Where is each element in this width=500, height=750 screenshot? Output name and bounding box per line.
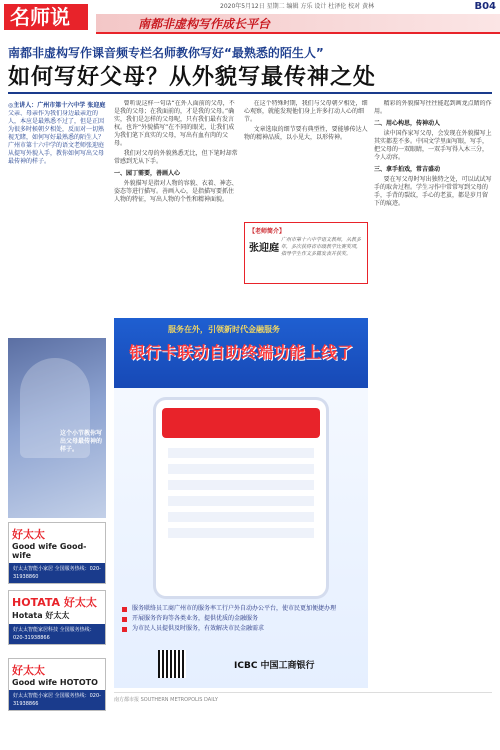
- page-header: [0, 0, 500, 40]
- ad-brand-sub: Hotata 好太太: [12, 611, 70, 620]
- issue-meta: 2020年5月12日 星期二 编辑 方乐 设计 杜泽伦 校对 黄林: [220, 3, 375, 10]
- ad-tagline: 服务在外，引领新时代金融服务: [168, 325, 280, 334]
- ad-bullet: 服务联络员工商广州市的服务率工行户外自动办公平台，使市民更加便捷办理: [122, 604, 360, 614]
- paragraph: 在这个特殊时期，我们与父母朝夕相处，细心观察，就能发现他们身上许多打动人心的细节。: [244, 100, 368, 123]
- bank-ad-body: [114, 388, 368, 688]
- section-subheading: 三、拿手拍戏，常吉盛动: [374, 166, 441, 173]
- paragraph: 外貌描写是指对人物的容貌、衣着、神态、姿态等进行描写。善画入心，是指描写要抓住人物的特征，写出人物的个性和精神面貌。: [114, 180, 238, 203]
- bank-logo: ICBC 中国工商银行: [234, 661, 315, 671]
- ad-slogan: 银行卡联动自助终端功能上线了: [128, 343, 353, 362]
- ad-bullets: [122, 604, 360, 634]
- ad-brand: 好太太: [12, 528, 45, 541]
- phone-banner: [162, 408, 320, 438]
- paragraph: 文章选取的细节要有典型性，要能够传达人物的精神品质，以小见大，以形传神。: [244, 126, 368, 141]
- qr-code: [158, 650, 186, 678]
- ad-brand-sub: Good wife Good-wife: [12, 542, 87, 560]
- article-column-4: [374, 100, 492, 690]
- ad-footer: 好太太智能小家居 全国服务热线：020-31938866: [9, 690, 105, 710]
- ad-box-3[interactable]: [8, 658, 106, 711]
- paragraph: 我们对父母的外貌熟悉无比，但下笔时却常常感到无从下手。: [114, 150, 238, 165]
- article-kicker: 南都非虚构写作课音频专栏名师教你写好“最熟悉的陌生人”: [8, 46, 324, 60]
- teacher-name: 张迎庭: [249, 243, 279, 254]
- teacher-label: 【老师简介】: [249, 228, 286, 235]
- phone-row: [168, 496, 314, 506]
- bank-ad-banner[interactable]: [114, 318, 368, 388]
- headline-rule: [8, 92, 492, 94]
- ad-head: [9, 659, 105, 690]
- column-title: 南都非虚构写作成长平台: [138, 17, 271, 31]
- ad-brand-sub: Good wife HOTOTO: [12, 678, 98, 687]
- phone-illustration: [156, 400, 326, 596]
- illustration-photo: [8, 338, 106, 518]
- ad-brand: 好太太: [12, 664, 45, 677]
- teacher-intro-box: [244, 222, 368, 284]
- article-lead: 父亲、母亲作为我们身边最亲近的人，本应是最熟悉不过了，但是正因为很多时候朝夕相处，反而对一切熟视无睹，如何写好最熟悉的陌生人？广州市第十六中学的语文老师张迎庭从提写外貌入手，教你如何写出父母最传神的样子。: [8, 110, 105, 165]
- ad-box-2[interactable]: [8, 590, 106, 645]
- article-headline: 如何写好父母？从外貌写最传神之处: [8, 65, 377, 90]
- paragraph: 要在写父母时写出独特之处，可以试试写手的取舍过程。学生习作中常常写到父母的手，手背的裂纹，手心的老茧，都是岁月留下的痕迹。: [374, 176, 492, 207]
- page-footer: 南方都市报 SOUTHERN METROPOLIS DAILY: [114, 692, 492, 706]
- ad-box-1[interactable]: [8, 522, 106, 584]
- ad-bullet: 为市民人员提供及时服务，有效解决市民金融需求: [122, 624, 360, 634]
- article-byline: ◎主讲人：广州市第十六中学 张迎庭: [8, 102, 106, 109]
- ad-footer: 好太太智能家居科技 全国服务热线：020-31938866: [9, 624, 105, 644]
- teacher-bio: 广州市第十六中学语文教师，从教多年，多次获得省市级教学比赛奖项，指导学生作文多篇发表并获奖。: [281, 237, 362, 257]
- phone-row: [168, 528, 314, 538]
- section-subheading: 一、园丁需要，善画人心: [114, 170, 181, 177]
- phone-row: [168, 464, 314, 474]
- page-number: B04: [474, 1, 496, 12]
- phone-row: [168, 448, 314, 458]
- ad-footer: 好太太智能小家居 全国服务热线：020-31938860: [9, 563, 105, 583]
- phone-row: [168, 512, 314, 522]
- paragraph: 精彩的外貌描写往往能起到画龙点睛的作用。: [374, 100, 492, 115]
- ad-head: [9, 523, 105, 563]
- article-column-2: [114, 100, 238, 270]
- ad-bullet: 开展服务咨询等各类业务，提供优质的金融服务: [122, 614, 360, 624]
- photo-caption: 这个小节教你写出父母最传神的样子。: [60, 430, 103, 453]
- paragraph: 读中国作家写父母，会发现在外貌描写上其实都差不多。中国文学里面写眼，写手，把父母的一双眼睛，一双手写得入木三分，令人动容。: [374, 130, 492, 161]
- section-subheading: 二、用心构思，传神动人: [374, 120, 441, 127]
- section-logo: 名师说: [4, 4, 88, 30]
- paragraph: 曾听说这样一句话“在外人面前的父母，不是我的父母；在我面前的，才是我的父母。”确实，我们是怎样的父母呢，只有我们最有发言权。也许“外貌描写”在不同的眼光，让我们成为我们笔下真实的父母，写出有血有肉的父母。: [114, 100, 235, 147]
- phone-row: [168, 480, 314, 490]
- ad-head: [9, 591, 105, 624]
- ad-brand: HOTATA 好太太: [12, 596, 97, 609]
- article-column-3: [244, 100, 368, 218]
